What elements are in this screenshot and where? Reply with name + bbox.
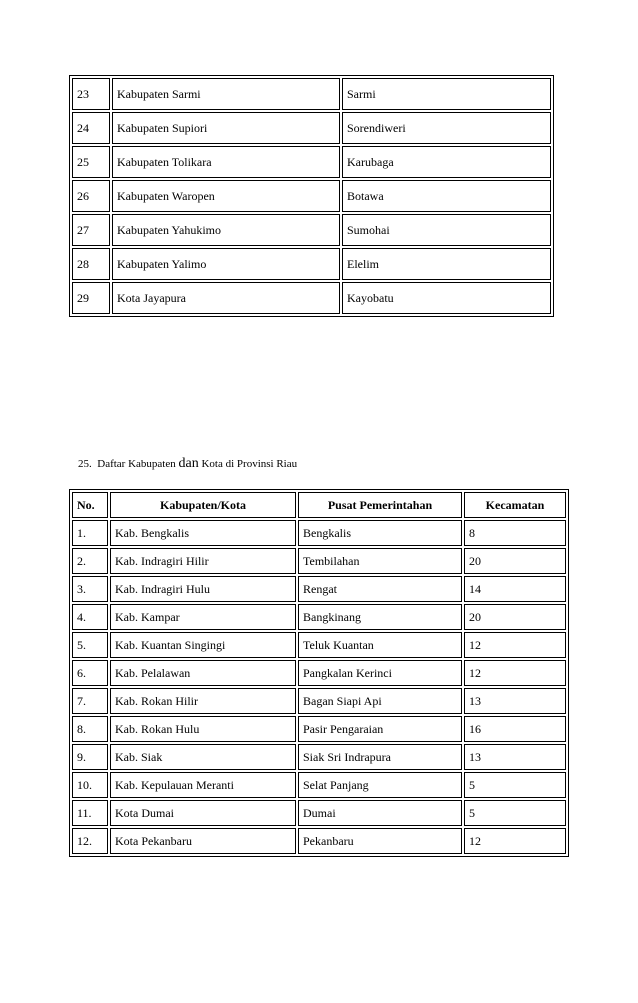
kecamatan-count: 5 — [464, 800, 566, 826]
kecamatan-count: 12 — [464, 828, 566, 854]
kabupaten-name: Kabupaten Supiori — [112, 112, 340, 144]
kabupaten-name: Kab. Indragiri Hulu — [110, 576, 296, 602]
row-number: 7. — [72, 688, 108, 714]
row-number: 1. — [72, 520, 108, 546]
row-number: 6. — [72, 660, 108, 686]
kabupaten-name: Kab. Rokan Hilir — [110, 688, 296, 714]
kecamatan-count: 16 — [464, 716, 566, 742]
capital-name: Sorendiweri — [342, 112, 551, 144]
kabupaten-name: Kab. Kampar — [110, 604, 296, 630]
capital-name: Pekanbaru — [298, 828, 462, 854]
kabupaten-name: Kab. Siak — [110, 744, 296, 770]
row-number: 11. — [72, 800, 108, 826]
table-row — [72, 146, 551, 178]
table-row — [72, 716, 566, 742]
row-number: 26 — [72, 180, 110, 212]
capital-name: Karubaga — [342, 146, 551, 178]
table-row — [72, 576, 566, 602]
row-number: 25 — [72, 146, 110, 178]
kabupaten-name: Kota Jayapura — [112, 282, 340, 314]
kecamatan-count: 8 — [464, 520, 566, 546]
row-number: 27 — [72, 214, 110, 246]
kecamatan-count: 20 — [464, 548, 566, 574]
row-number: 12. — [72, 828, 108, 854]
capital-name: Siak Sri Indrapura — [298, 744, 462, 770]
row-number: 2. — [72, 548, 108, 574]
capital-name: Teluk Kuantan — [298, 632, 462, 658]
row-number: 9. — [72, 744, 108, 770]
section-title-part2: Kota di Provinsi Riau — [201, 458, 298, 470]
table-row — [72, 828, 566, 854]
row-number: 5. — [72, 632, 108, 658]
table-row — [72, 548, 566, 574]
row-number: 29 — [72, 282, 110, 314]
capital-name: Bagan Siapi Api — [298, 688, 462, 714]
table-row — [72, 660, 566, 686]
section-heading — [78, 456, 297, 472]
table-row — [72, 800, 566, 826]
column-header-no: No. — [72, 492, 108, 518]
kecamatan-count: 14 — [464, 576, 566, 602]
table-row — [72, 248, 551, 280]
kabupaten-name: Kabupaten Yahukimo — [112, 214, 340, 246]
table-row — [72, 772, 566, 798]
row-number: 3. — [72, 576, 108, 602]
table-row — [72, 520, 566, 546]
capital-name: Rengat — [298, 576, 462, 602]
section-number: 25. — [78, 458, 92, 470]
capital-name: Bangkinang — [298, 604, 462, 630]
kabupaten-name: Kab. Rokan Hulu — [110, 716, 296, 742]
capital-name: Elelim — [342, 248, 551, 280]
section-title-conjunction: dan — [178, 456, 199, 471]
row-number: 28 — [72, 248, 110, 280]
column-header-kabupaten: Kabupaten/Kota — [110, 492, 296, 518]
capital-name: Kayobatu — [342, 282, 551, 314]
table-row — [72, 744, 566, 770]
capital-name: Sumohai — [342, 214, 551, 246]
kabupaten-name: Kab. Kepulauan Meranti — [110, 772, 296, 798]
capital-name: Selat Panjang — [298, 772, 462, 798]
kabupaten-name: Kota Pekanbaru — [110, 828, 296, 854]
kabupaten-name: Kab. Kuantan Singingi — [110, 632, 296, 658]
kabupaten-name: Kabupaten Sarmi — [112, 78, 340, 110]
capital-name: Dumai — [298, 800, 462, 826]
table-header-row — [72, 492, 566, 518]
capital-name: Botawa — [342, 180, 551, 212]
kecamatan-count: 5 — [464, 772, 566, 798]
kabupaten-name: Kab. Bengkalis — [110, 520, 296, 546]
kecamatan-count: 13 — [464, 688, 566, 714]
table-row — [72, 78, 551, 110]
kabupaten-table-riau — [69, 489, 569, 857]
column-header-pusat: Pusat Pemerintahan — [298, 492, 462, 518]
row-number: 23 — [72, 78, 110, 110]
capital-name: Bengkalis — [298, 520, 462, 546]
table-row — [72, 282, 551, 314]
table-row — [72, 112, 551, 144]
kabupaten-name: Kab. Indragiri Hilir — [110, 548, 296, 574]
row-number: 4. — [72, 604, 108, 630]
row-number: 24 — [72, 112, 110, 144]
capital-name: Tembilahan — [298, 548, 462, 574]
row-number: 10. — [72, 772, 108, 798]
section-title-part1: Daftar Kabupaten — [97, 458, 176, 470]
kabupaten-name: Kabupaten Waropen — [112, 180, 340, 212]
kecamatan-count: 20 — [464, 604, 566, 630]
table-row — [72, 180, 551, 212]
kecamatan-count: 12 — [464, 632, 566, 658]
capital-name: Pasir Pengaraian — [298, 716, 462, 742]
capital-name: Sarmi — [342, 78, 551, 110]
kabupaten-name: Kab. Pelalawan — [110, 660, 296, 686]
row-number: 8. — [72, 716, 108, 742]
capital-name: Pangkalan Kerinci — [298, 660, 462, 686]
kabupaten-name: Kota Dumai — [110, 800, 296, 826]
kabupaten-table-papua — [69, 75, 554, 317]
table-row — [72, 632, 566, 658]
column-header-kecamatan: Kecamatan — [464, 492, 566, 518]
kecamatan-count: 13 — [464, 744, 566, 770]
kabupaten-name: Kabupaten Tolikara — [112, 146, 340, 178]
table-row — [72, 604, 566, 630]
kabupaten-name: Kabupaten Yalimo — [112, 248, 340, 280]
table-row — [72, 688, 566, 714]
table-row — [72, 214, 551, 246]
kecamatan-count: 12 — [464, 660, 566, 686]
